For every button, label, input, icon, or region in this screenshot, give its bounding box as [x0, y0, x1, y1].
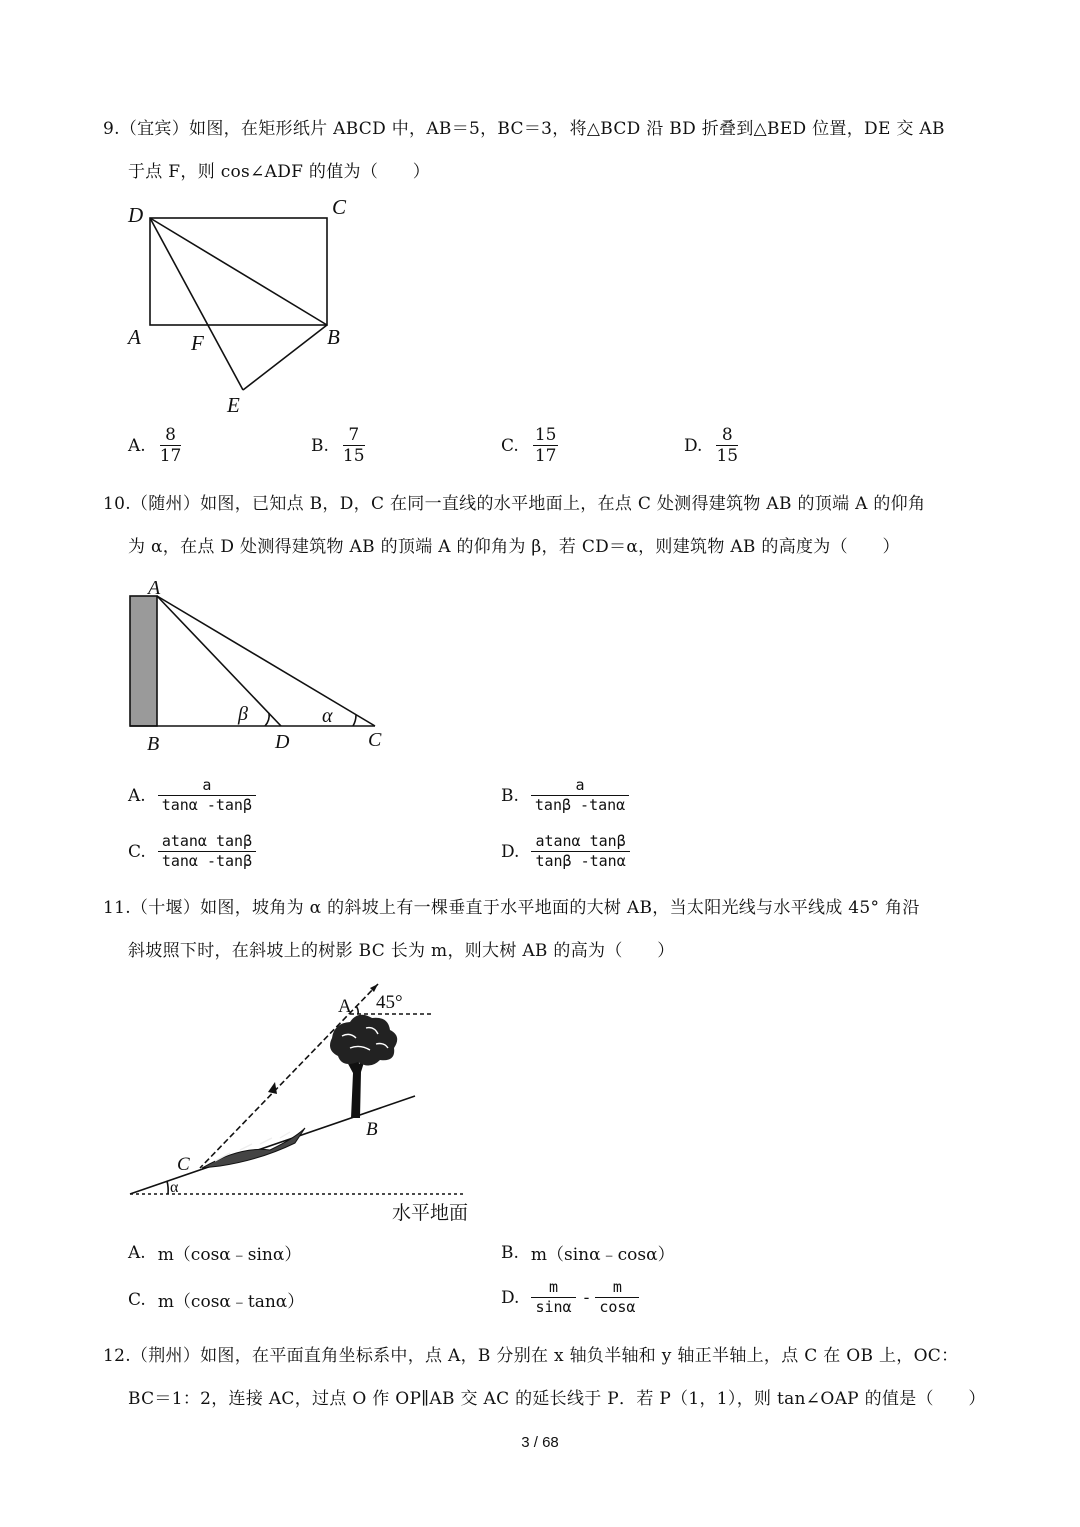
q11-arc-alpha	[167, 1181, 168, 1194]
q11-label-b: B	[366, 1119, 378, 1140]
q10-option-d[interactable]: D. $\frac{\text{atanα tanβ}}{\tan\beta -\tan\alpha}$	[501, 832, 630, 871]
q10-line-ad	[157, 596, 281, 726]
q10-label-c: C	[368, 729, 382, 751]
q9-line2: 于点 F，则 cos∠ADF 的值为（ ）	[128, 162, 431, 182]
q9-option-d[interactable]: D. $\frac{8}{15}$	[684, 425, 739, 466]
q9-label-d: D	[128, 203, 144, 227]
q10-label-beta: β	[238, 703, 248, 725]
q9-label-a: A	[128, 325, 141, 349]
q9-label-b: B	[327, 325, 340, 349]
q10-figure	[115, 572, 405, 762]
q11-label-45: 45°	[376, 992, 403, 1013]
tree-icon	[330, 1015, 397, 1118]
q10-line-ac	[157, 596, 375, 726]
q9-label-c: C	[332, 195, 347, 219]
q9-diagonal-db	[150, 218, 327, 325]
q11-option-b[interactable]: B. m（sinα﹣cosα）	[501, 1242, 675, 1265]
q10-label-b: B	[147, 733, 160, 755]
q11-label-alpha: α	[170, 1179, 179, 1196]
q10-building	[130, 596, 157, 726]
q12-line1: 12.（荆州）如图，在平面直角坐标系中，点 A，B 分别在 x 轴负半轴和 y 轴正半轴上，点 C 在 OB 上，OC：	[103, 1346, 959, 1366]
q9-option-c[interactable]: C. $\frac{15}{17}$	[501, 425, 557, 466]
q11-option-a[interactable]: A. m（cosα﹣sinα）	[128, 1242, 302, 1265]
q9-segment-de	[150, 218, 243, 390]
q9-line1: 9.（宜宾）如图，在矩形纸片 ABCD 中，AB＝5，BC＝3，将△BCD 沿 BD 折叠到△BED 位置，DE 交 AB	[103, 119, 945, 139]
q12-line2: BC＝1：2，连接 AC，过点 O 作 OP∥AB 交 AC 的延长线于 P．若 P（1，1），则 tan∠OAP 的值是（ ）	[128, 1389, 986, 1409]
q11-label-a: A	[338, 996, 352, 1017]
q9-figure	[120, 190, 380, 420]
q11-option-d[interactable]: D. $\frac{m}{\sin\alpha}$ - $\frac{m}{\cos\alpha}$	[501, 1278, 639, 1317]
q9-option-a[interactable]: A. $\frac{8}{17}$	[128, 425, 182, 466]
q11-tree-shadow	[202, 1128, 305, 1168]
q11-figure	[120, 978, 490, 1230]
q10-option-a[interactable]: A. $\frac{a}{\tan\alpha -\tan\beta}$	[128, 776, 256, 815]
q10-option-c[interactable]: C. $\frac{\text{atanα tanβ}}{\tan\alpha -\tan\beta}$	[128, 832, 256, 871]
page-number: 3 / 68	[521, 1434, 559, 1451]
q10-arc-alpha	[353, 715, 356, 726]
q11-line2: 斜坡照下时，在斜坡上的树影 BC 长为 m，则大树 AB 的高为（ ）	[128, 941, 675, 961]
q10-label-a: A	[148, 577, 161, 599]
q11-label-c: C	[177, 1154, 190, 1175]
q10-label-alpha: α	[322, 705, 333, 727]
q11-ray-arrow	[268, 1082, 277, 1094]
q10-option-b[interactable]: B. $\frac{a}{\tan\beta -\tan\alpha}$	[501, 776, 629, 815]
q9-label-f: F	[191, 331, 204, 355]
q11-option-c[interactable]: C. m（cosα﹣tanα）	[128, 1289, 305, 1312]
q10-line1: 10.（随州）如图，已知点 B，D，C 在同一直线的水平地面上，在点 C 处测得建筑物 AB 的顶端 A 的仰角	[103, 494, 926, 514]
q9-option-b[interactable]: B. $\frac{7}{15}$	[311, 425, 365, 466]
q10-label-d: D	[275, 731, 290, 753]
q11-label-ground: 水平地面	[392, 1203, 469, 1224]
q11-line1: 11.（十堰）如图，坡角为 α 的斜坡上有一棵垂直于水平地面的大树 AB，当太阳光线与水平线成 45° 角沿	[103, 898, 920, 918]
q9-label-e: E	[227, 393, 240, 417]
q10-arc-beta	[265, 713, 269, 726]
q9-segment-be	[243, 325, 327, 390]
q10-line2: 为 α，在点 D 处测得建筑物 AB 的顶端 A 的仰角为 β，若 CD＝α，则建筑物 AB 的高度为（ ）	[128, 537, 900, 557]
q11-arc-45	[356, 1006, 358, 1014]
